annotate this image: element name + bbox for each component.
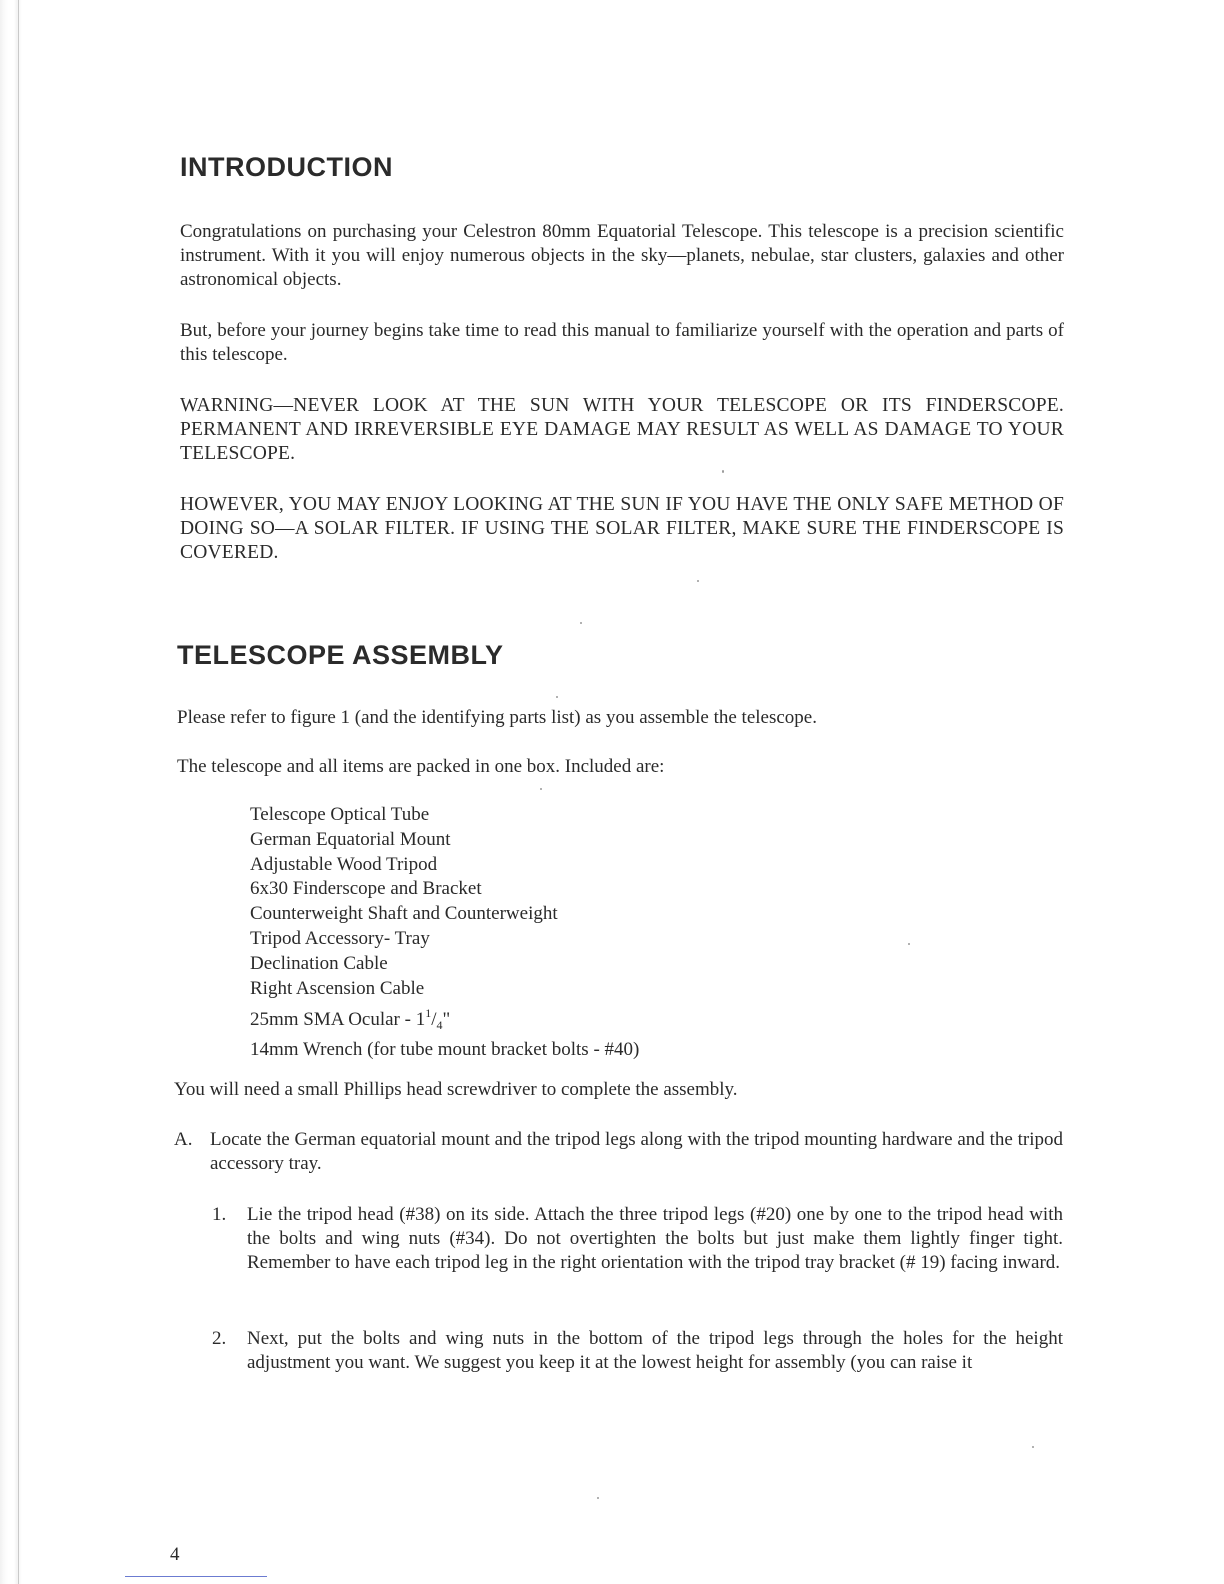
- scan-speck: [540, 788, 542, 790]
- scan-speck: [722, 470, 724, 473]
- substep-1-label: 1.: [212, 1204, 227, 1225]
- solar-filter-note: HOWEVER, YOU MAY ENJOY LOOKING AT THE SUN IF YOU HAVE THE ONLY SAFE METHOD OF DOING SO—A SOLAR FILTER. IF USING THE SOLAR FILTER, MAKE SURE THE FINDERSCOPE IS COVERED.: [180, 494, 1064, 563]
- list-item: Telescope Optical Tube: [250, 804, 430, 825]
- scan-binding-edge: [0, 0, 30, 1584]
- substep-2-text: Next, put the bolts and wing nuts in the bottom of the tripod legs through the holes for the height adjustment you want. We suggest you keep it at the lowest height for assembly (you can raise it: [247, 1328, 1063, 1373]
- assembly-intro: Please refer to figure 1 (and the identifying parts list) as you assemble the telescope.: [177, 707, 817, 728]
- intro-paragraph-1: Congratulations on purchasing your Celestron 80mm Equatorial Telescope. This telescope is a precision scientific instrument. With it you will enjoy numerous objects in the sky—planets, nebulae, star clusters, galaxies and other astronomical objects.: [180, 221, 1064, 290]
- list-item: 14mm Wrench (for tube mount bracket bolts - #40): [250, 1039, 640, 1061]
- list-item: Tripod Accessory- Tray: [250, 927, 430, 949]
- screwdriver-note: You will need a small Phillips head screwdriver to complete the assembly.: [174, 1079, 738, 1100]
- list-item-ocular: 25mm SMA Ocular - $1^1/_4$": [250, 1006, 451, 1033]
- ocular-size-whole: 1: [415, 1009, 426, 1031]
- substep-1-text: Lie the tripod head (#38) on its side. Attach the three tripod legs (#20) one by one to the tripod head with the bolts and wing nuts (#34). Do not overtighten the bolts but just make them lightly finger tight. Remember to have each tripod leg in the right orientation with the tripod tray bracket (# 19) facing inward.: [247, 1204, 1063, 1273]
- list-item: 6x30 Finderscope and Bracket: [250, 878, 482, 900]
- scan-speck: [908, 943, 910, 945]
- ocular-size-numerator: 1: [425, 1006, 432, 1021]
- ocular-label: 25mm SMA Ocular -: [250, 1009, 416, 1031]
- scan-speck: [556, 696, 558, 698]
- page-number: 4: [170, 1544, 180, 1565]
- step-a-text: Locate the German equatorial mount and the tripod legs along with the tripod mounting hardware and the tripod accessory tray.: [210, 1129, 1063, 1174]
- packed-items-intro: The telescope and all items are packed in one box. Included are:: [177, 756, 665, 777]
- list-item: Declination Cable: [250, 952, 388, 974]
- sun-warning: WARNING—NEVER LOOK AT THE SUN WITH YOUR TELESCOPE OR ITS FINDERSCOPE. PERMANENT AND IRREVERSIBLE EYE DAMAGE MAY RESULT AS WELL AS DAMAGE TO YOUR TELESCOPE.: [180, 395, 1064, 464]
- list-item: German Equatorial Mount: [250, 828, 451, 850]
- list-item: Counterweight Shaft and Counterweight: [250, 903, 558, 925]
- step-a-label: A.: [174, 1129, 193, 1150]
- substep-2-label: 2.: [212, 1328, 227, 1349]
- introduction-heading: INTRODUCTION: [180, 152, 393, 182]
- ocular-size-denominator: 4: [436, 1018, 443, 1033]
- list-item: Adjustable Wood Tripod: [250, 853, 438, 875]
- scan-speck: [597, 1497, 599, 1499]
- list-item: Right Ascension Cable: [250, 977, 425, 999]
- scan-speck: [1032, 1446, 1034, 1448]
- ocular-size-unit: ": [442, 1009, 451, 1031]
- intro-paragraph-2: But, before your journey begins take time to read this manual to familiarize yourself with the operation and parts of this telescope.: [180, 320, 1064, 365]
- assembly-heading: TELESCOPE ASSEMBLY: [177, 640, 504, 670]
- scan-speck: [580, 622, 582, 624]
- included-items-list: [250, 803, 850, 1063]
- footer-rule: [125, 1576, 267, 1577]
- scan-speck: [697, 580, 699, 582]
